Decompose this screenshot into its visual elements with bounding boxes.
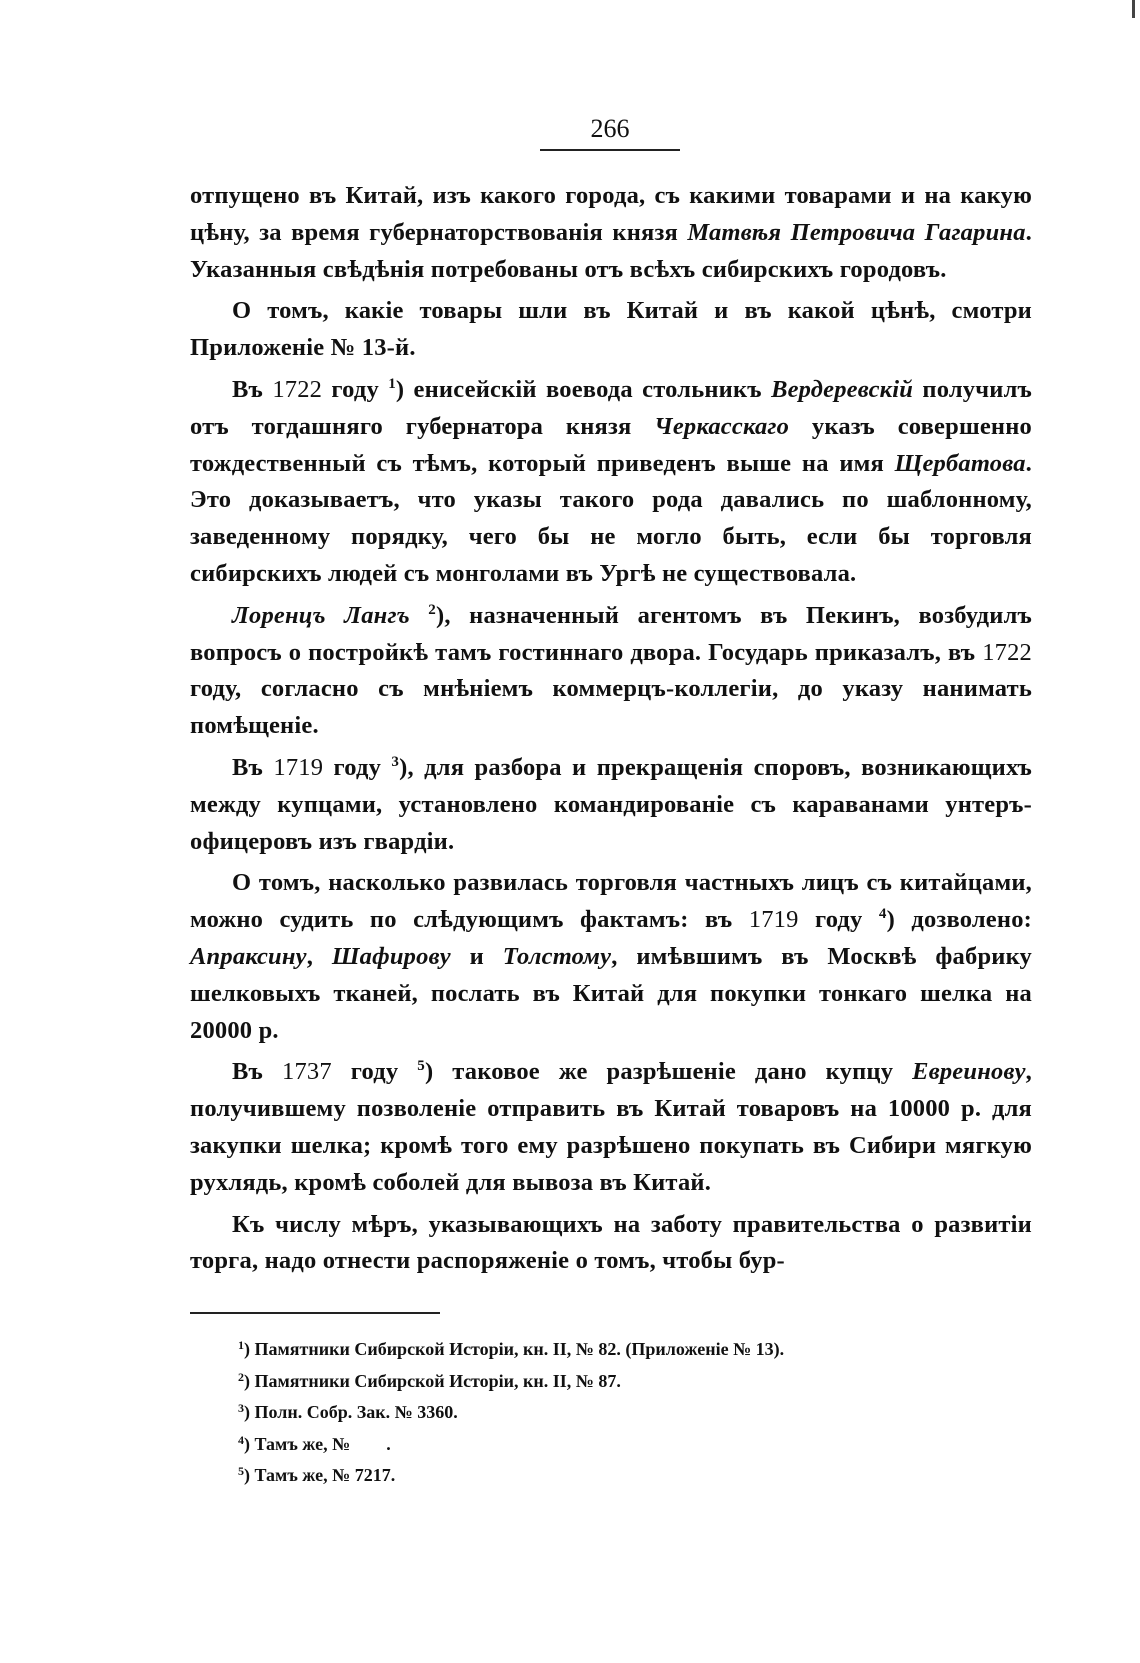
text-run: Въ bbox=[232, 375, 273, 403]
footnote-text: ) Тамъ же, № 7217. bbox=[244, 1465, 396, 1485]
footnote bbox=[238, 1397, 998, 1429]
footnote-reference: 5 bbox=[417, 1058, 425, 1075]
text-run: году bbox=[798, 906, 879, 934]
text-run: году bbox=[322, 375, 389, 403]
footnote bbox=[238, 1429, 998, 1461]
text-run: году bbox=[323, 753, 392, 781]
footnote bbox=[238, 1334, 998, 1366]
text-run: , получившему позволеніе отправить въ Китай товаровъ на 10000 р. для закупки шелка; кромѣ того ему разрѣшено покупать въ Сибири мягкую рухлядь, кромѣ соболей для вывоза въ Китай. bbox=[190, 1058, 1032, 1196]
italic-name: Евреинову bbox=[912, 1058, 1026, 1086]
text-run: году, согласно съ мнѣніемъ коммерцъ-коллегіи, до указу нанимать помѣщеніе. bbox=[190, 675, 1032, 740]
paragraph bbox=[190, 178, 1032, 288]
scan-edge-mark bbox=[1132, 0, 1135, 18]
text-run: Въ bbox=[232, 1058, 282, 1086]
paragraph bbox=[190, 1207, 1032, 1281]
footnote-text: ) Тамъ же, № . bbox=[244, 1433, 391, 1454]
text-run: году bbox=[331, 1058, 418, 1086]
text-run: ), для разбора и прекращенія споровъ, возникающихъ между купцами, установлено командированіе съ караванами унтеръ-офицеровъ изъ гвардіи. bbox=[190, 753, 1032, 855]
footnote-mark: 5 bbox=[238, 1464, 244, 1478]
italic-name: Лоренцъ Лангъ bbox=[232, 601, 410, 629]
text-run: и bbox=[450, 942, 503, 970]
footnote-text: ) Памятники Сибирской Исторіи, кн. II, № 87. bbox=[244, 1370, 621, 1391]
text-run: Въ bbox=[232, 753, 274, 781]
paragraph bbox=[190, 1054, 1032, 1201]
text-run: О томъ, насколько развилась торговля частныхъ лицъ съ китайцами, можно судить по слѣдующимъ фактамъ: въ bbox=[190, 869, 1032, 934]
body-text bbox=[190, 178, 1032, 1280]
footnote-mark: 4 bbox=[238, 1432, 244, 1447]
year-number: 1737 bbox=[282, 1058, 332, 1086]
italic-name: Вердеревскій bbox=[771, 375, 914, 403]
text-run bbox=[410, 602, 428, 629]
paragraph bbox=[190, 372, 1032, 593]
italic-name: Толстому bbox=[502, 942, 612, 970]
footnote-mark: 2 bbox=[238, 1369, 244, 1384]
italic-name: Щербатова bbox=[894, 449, 1026, 477]
italic-name: Шафирову bbox=[331, 942, 451, 970]
footnote-text: ) Памятники Сибирской Исторіи, кн. II, № 82. (Приложеніе № 13). bbox=[244, 1339, 785, 1359]
footnote-mark: 1 bbox=[238, 1338, 244, 1352]
page-number-rule bbox=[540, 149, 680, 151]
text-run: . Указанныя свѣдѣнія потребованы отъ всѣхъ сибирскихъ городовъ. bbox=[190, 218, 1032, 283]
paragraph bbox=[190, 293, 1032, 367]
year-number: 1722 bbox=[272, 375, 323, 403]
text-run: , bbox=[306, 942, 332, 970]
text-run: указъ совершенно тождественный съ тѣмъ, который приведенъ выше на имя bbox=[190, 412, 1032, 477]
text-run: ) дозволено: bbox=[886, 906, 1033, 934]
text-run: О томъ, какіе товары шли въ Китай и въ какой цѣнѣ, смотри Приложеніе № 13-й. bbox=[190, 297, 1032, 362]
italic-name: Матвѣя Петровича Гагарина bbox=[687, 218, 1026, 246]
footnotes bbox=[238, 1334, 998, 1492]
paragraph bbox=[190, 750, 1032, 860]
footnote-divider bbox=[190, 1312, 440, 1314]
italic-name: Черкасскаго bbox=[654, 412, 790, 440]
text-run: ) енисейскій воевода стольникъ bbox=[395, 375, 772, 403]
footnote-reference: 4 bbox=[878, 906, 887, 923]
text-run: . Это доказываетъ, что указы такого рода давались по шаблонному, заведенному порядку, чего бы не могло быть, если бы торговля сибирскихъ людей съ монголами въ Ургѣ не существовала. bbox=[190, 449, 1032, 587]
year-number: 1719 bbox=[273, 753, 324, 781]
text-run: отпущено въ Китай, изъ какого города, съ какими товарами и на какую цѣну, за время губернаторствованія князя bbox=[190, 182, 1032, 246]
year-number: 1722 bbox=[982, 638, 1032, 666]
paragraph bbox=[190, 598, 1032, 745]
page-number: 266 bbox=[590, 114, 630, 143]
text-run: получилъ отъ тогдашняго губернатора князя bbox=[190, 375, 1032, 440]
footnote-mark: 3 bbox=[238, 1401, 244, 1415]
footnote bbox=[238, 1366, 998, 1398]
italic-name: Апраксину bbox=[190, 942, 307, 970]
text-run: ) таковое же разрѣшеніе дано купцу bbox=[424, 1058, 913, 1086]
footnote-reference: 3 bbox=[391, 753, 400, 770]
footnote bbox=[238, 1460, 998, 1492]
footnote-reference: 1 bbox=[388, 375, 396, 392]
footnote-text: ) Полн. Собр. Зак. № 3360. bbox=[244, 1402, 458, 1422]
text-run: Къ числу мѣръ, указывающихъ на заботу правительства о развитіи торга, надо отнести распоряженіе о томъ, чтобы бур- bbox=[190, 1210, 1032, 1275]
year-number: 1719 bbox=[748, 906, 799, 934]
footnote-reference: 2 bbox=[428, 601, 436, 618]
text-run: ), назначенный агентомъ въ Пекинъ, возбудилъ вопросъ о постройкѣ тамъ гостиннаго двора. Государь приказалъ, въ bbox=[190, 601, 1032, 666]
text-run: , имѣвшимъ въ Москвѣ фабрику шелковыхъ тканей, послать въ Китай для покупки тонкаго шелка на 20000 р. bbox=[190, 942, 1033, 1044]
paragraph bbox=[190, 865, 1032, 1049]
